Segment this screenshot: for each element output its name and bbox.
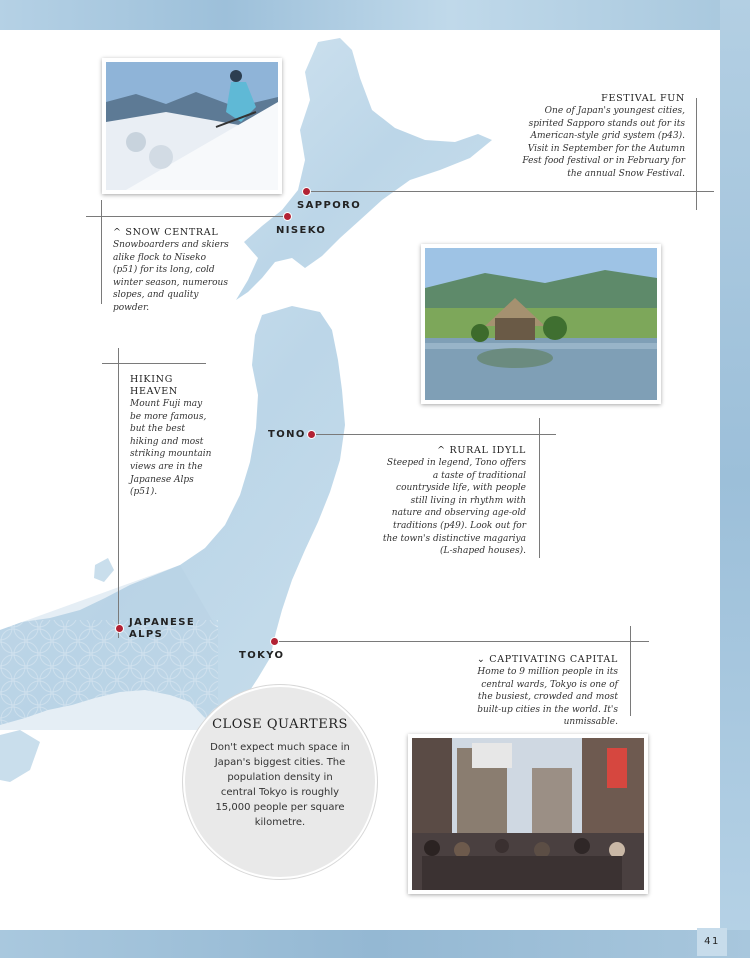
sado-island xyxy=(94,558,114,582)
chevron-down-icon: ⌄ xyxy=(476,654,490,665)
snow-title-text: SNOW CENTRAL xyxy=(125,227,219,238)
capital-title xyxy=(466,654,618,666)
capital-body: Home to 9 million people in its central wards, Tokyo is one of the busiest, crowded and most built-up cities in the world. It's unmissable. xyxy=(477,667,618,728)
callout-rural xyxy=(382,445,526,558)
hiking-body: Mount Fuji may be more famous, but the best hiking and most striking mountain views are in the Japanese Alps (p51). xyxy=(130,399,212,498)
chevron-up-icon: ^ xyxy=(113,227,126,238)
snow-title xyxy=(113,227,231,239)
page-number: 41 xyxy=(697,928,727,956)
right-frame xyxy=(720,0,750,958)
tokyo-image xyxy=(412,738,644,890)
niseko-marker[interactable] xyxy=(283,212,292,221)
festival-title: FESTIVAL FUN xyxy=(601,93,685,104)
tono-marker[interactable] xyxy=(307,430,316,439)
tono-leader xyxy=(312,434,556,435)
sapporo-marker[interactable] xyxy=(302,187,311,196)
skier-photo xyxy=(102,58,282,194)
southern-land xyxy=(0,730,40,782)
capital-rule xyxy=(630,626,631,716)
alps-marker[interactable] xyxy=(115,624,124,633)
skier-image xyxy=(106,62,278,190)
rural-title xyxy=(382,445,526,457)
callout-festival xyxy=(520,93,685,181)
rural-photo xyxy=(421,244,661,404)
tokyo-photo xyxy=(408,734,648,894)
hiking-title: HIKING HEAVEN xyxy=(130,374,178,397)
tokyo-marker[interactable] xyxy=(270,637,279,646)
top-frame xyxy=(0,0,750,30)
sapporo-leader xyxy=(307,191,714,192)
snow-body: Snowboarders and skiers alike flock to Niseko (p51) for its long, cold winter season, numerous slopes, and quality powder. xyxy=(113,240,229,313)
map-shade xyxy=(0,565,218,730)
close-quarters-body: Don't expect much space in Japan's biggest cities. The population density in central Tokyo is roughly 15,000 people per square kilometre. xyxy=(210,742,350,828)
place-niseko: NISEKO xyxy=(276,225,327,236)
rural-image xyxy=(425,248,657,400)
place-alps: JAPANESE ALPS xyxy=(129,617,196,640)
bottom-frame xyxy=(0,930,750,958)
tokyo-leader xyxy=(275,641,649,642)
rural-rule xyxy=(539,418,540,558)
festival-rule xyxy=(696,98,697,210)
callout-capital xyxy=(466,654,618,729)
callout-snow xyxy=(113,227,231,315)
place-sapporo: SAPPORO xyxy=(297,200,362,211)
close-quarters-title: CLOSE QUARTERS xyxy=(212,717,348,732)
hiking-rule-v xyxy=(118,348,119,638)
festival-body: One of Japan's youngest cities, spirited Sapporo stands out for its American-style grid system (p43). Visit in September for the Autumn Fest food festival or in February for the annual Snow Festival. xyxy=(522,106,685,179)
chevron-up-icon: ^ xyxy=(437,445,450,456)
snow-rule xyxy=(101,200,102,304)
capital-title-text: CAPTIVATING CAPITAL xyxy=(489,654,618,665)
place-tono: TONO xyxy=(268,429,306,440)
callout-hiking xyxy=(130,374,216,499)
close-quarters-panel xyxy=(183,685,377,879)
page xyxy=(0,30,720,947)
rural-title-text: RURAL IDYLL xyxy=(449,445,526,456)
place-tokyo: TOKYO xyxy=(239,650,285,661)
rural-body: Steeped in legend, Tono offers a taste of traditional countryside life, with people still living in rhythm with nature and observing age-old traditions (p49). Look out for the town's distinctive magariya (L-shaped houses). xyxy=(382,458,526,557)
niseko-leader xyxy=(86,216,288,217)
